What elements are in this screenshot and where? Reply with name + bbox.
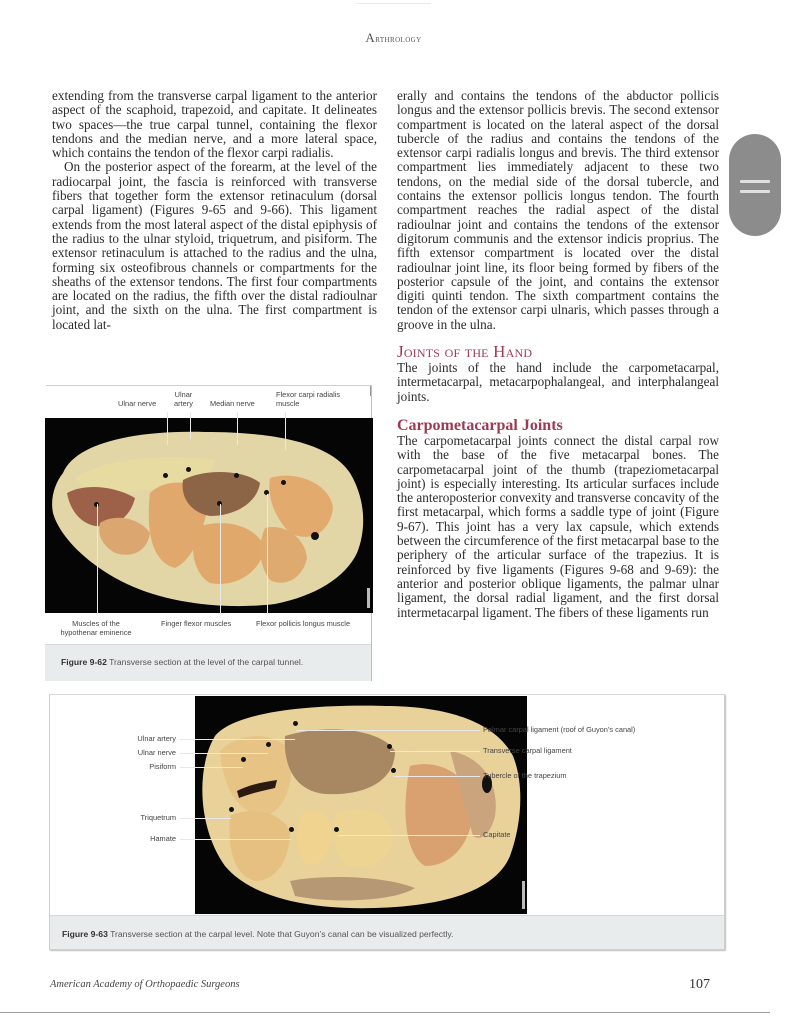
leader-line <box>180 753 268 754</box>
label-hypothenar-line2: hypothenar eminence <box>60 627 132 637</box>
figure-9-63 <box>49 694 725 950</box>
carpal-level-section-photo <box>195 696 527 914</box>
label-palmar-carpal-ligament: Palmar carpal ligament (roof of Guyon’s canal) <box>483 725 636 734</box>
label-fcr-line2: muscle <box>276 398 300 408</box>
label-tubercle-trapezium: Tubercle of the trapezium <box>483 771 567 780</box>
pointer-dot <box>281 480 286 485</box>
leader-line <box>180 767 243 768</box>
footer-rule <box>0 1012 770 1013</box>
label-triquetrum: Triquetrum <box>140 813 176 822</box>
leader-line <box>97 504 98 614</box>
label-ulnar-nerve: Ulnar nerve <box>137 748 176 757</box>
label-median-nerve: Median nerve <box>210 399 255 408</box>
running-head <box>0 30 787 46</box>
leader-line <box>237 412 238 445</box>
pointer-dot <box>334 827 339 832</box>
pointer-dot <box>387 744 392 749</box>
label-capitate: Capitate <box>483 830 511 839</box>
left-column <box>52 89 377 332</box>
footer-publisher: American Academy of Orthopaedic Surgeons <box>50 979 240 990</box>
top-edge-rule <box>356 3 431 4</box>
leader-line <box>180 739 295 740</box>
label-finger-flexor-muscles: Finger flexor muscles <box>161 619 232 628</box>
copyright-watermark <box>522 881 525 909</box>
scroll-drag-handle[interactable] <box>729 134 781 236</box>
label-hypothenar-muscles <box>46 620 146 637</box>
leader-line <box>180 818 231 819</box>
label-ulnar-artery <box>174 391 193 408</box>
label-flexor-pollicis-longus: Flexor pollicis longus muscle <box>256 619 351 628</box>
label-transverse-carpal-ligament: Transverse carpal ligament <box>483 746 572 755</box>
leader-line <box>285 412 286 450</box>
label-ulnar-artery-line2: artery <box>174 398 193 408</box>
caption-figure-number: Figure 9-63 <box>62 929 108 939</box>
label-ulnar-nerve: Ulnar nerve <box>118 399 157 408</box>
pointer-dot <box>229 807 234 812</box>
figure-9-63-caption <box>50 915 724 949</box>
label-pisiform: Pisiform <box>149 762 176 771</box>
pointer-dot <box>186 467 191 472</box>
right-column <box>397 89 719 620</box>
leader-line <box>167 412 168 445</box>
label-ulnar-artery-line1: Ulnar <box>174 390 193 399</box>
pointer-dot <box>163 473 168 478</box>
subsection-heading-carpometacarpal: Carpometacarpal Joints <box>397 416 563 434</box>
caption-text: Transverse section at the carpal level. Note that Guyon’s canal can be visualized perfectly. <box>107 929 454 939</box>
leader-line <box>390 751 480 752</box>
leader-line <box>190 412 191 439</box>
left-paragraph-2: On the posterior aspect of the forearm, at the level of the radiocarpal joint, the fascia is reinforced with transverse fibers that together form the extensor retinaculum (dorsal carpal ligament) (Figures 9-65 and 9-66). This ligament extends from the most lateral aspect of the distal epiphysis of the radius to the ulnar styloid, triquetrum, and pisiform. The extensor retinaculum is attached to the radius and the ulna, forming six osteofibrous channels or compartments for the sheaths of the extensor tendons. The first four compartments are located on the radius, the fifth over the distal radioulnar joint, and the sixth on the ulna. The first compartment is located lat- <box>52 159 377 332</box>
leader-line <box>267 494 268 614</box>
right-paragraph-1: erally and contains the tendons of the abductor pollicis longus and the extensor pollicis brevis. The second extensor compartment is located on the lateral aspect of the dorsal tubercle of the radius and contains the tendons of the extensor carpi radialis longus and brevis. The third extensor compartment lies immediately adjacent to these two tendons, on the medial side of the dorsal tubercle, and contains the extensor pollicis longus tendon. The fourth compartment reaches the radial aspect of the distal radioulnar joint and contains the tendons of the extensor digitorum communis and the extensor indicis proprius. The fifth extensor compartment is located over the distal radioulnar joint line, its floor being formed by fibers of the posterior capsule of the joint, and contains the extensor digiti quinti tendon. The sixth compartment contains the tendon of the extensor carpi ulnaris, which passes through a groove in the ulna. <box>397 88 719 332</box>
carpal-level-section-illustration <box>195 696 527 914</box>
pointer-dot <box>234 473 239 478</box>
label-hypothenar-line1: Muscles of the <box>72 619 120 628</box>
section-heading-joints-of-hand: Joints of the Hand <box>397 342 533 362</box>
page-number: 107 <box>689 977 710 992</box>
figure-9-62-caption <box>45 644 371 681</box>
pointer-dot <box>391 768 396 773</box>
pointer-dot <box>266 742 271 747</box>
leader-line <box>394 776 480 777</box>
copyright-watermark <box>367 588 370 608</box>
section-paragraph: The joints of the hand include the carpometacarpal, intermetacarpal, metacarpophalangeal, and interphalangeal joints. <box>397 360 719 404</box>
leader-line <box>338 835 480 836</box>
subsection-paragraph: The carpometacarpal joints connect the distal carpal row with the base of the five metacarpal bones. The carpometacarpal joint of the thumb (trapeziometacarpal joint) is especially interesting. Its articular surfaces include the anteroposterior convexity and transverse concavity of the first metacarpal, which forms a saddle type of joint (Figure 9-67). This joint has a very lax capsule, which extends between the circumference of the first metacarpal base to the periphery of the articular surface of the trapezius. It is reinforced by five ligaments (Figures 9-68 and 9-69): the anterior and posterior oblique ligaments, the palmar ulnar ligament, the dorsal radial ligament, and the first dorsal intermetacarpal ligament. The fibers of these ligaments run <box>397 432 719 620</box>
leader-line <box>220 504 221 614</box>
pointer-dot <box>241 757 246 762</box>
pointer-dot <box>293 721 298 726</box>
label-fcr-line1: Flexor carpi radialis <box>276 390 341 399</box>
caption-text: Transverse section at the level of the carpal tunnel. <box>106 657 304 667</box>
figure-9-62 <box>46 385 372 681</box>
pointer-dot <box>289 827 294 832</box>
label-flexor-carpi-radialis <box>276 391 340 408</box>
carpal-tunnel-section-photo <box>45 418 373 613</box>
running-head-rest: rthrology <box>375 34 422 45</box>
leader-line <box>180 839 291 840</box>
label-hamate: Hamate <box>150 834 176 843</box>
running-head-initial: A <box>365 30 376 45</box>
figure-corner-mark <box>370 386 371 396</box>
caption-figure-number: Figure 9-62 <box>61 657 107 667</box>
leader-line <box>296 730 480 731</box>
carpal-tunnel-section-illustration <box>45 418 373 613</box>
label-ulnar-artery: Ulnar artery <box>137 734 176 743</box>
left-paragraph-1: extending from the transverse carpal ligament to the anterior aspect of the scaphoid, trapezoid, and capitate. It delineates two spaces—the true carpal tunnel, containing the flexor tendons and the median nerve, and a more lateral space, which contains the tendon of the flexor carpi radialis. <box>52 88 377 161</box>
